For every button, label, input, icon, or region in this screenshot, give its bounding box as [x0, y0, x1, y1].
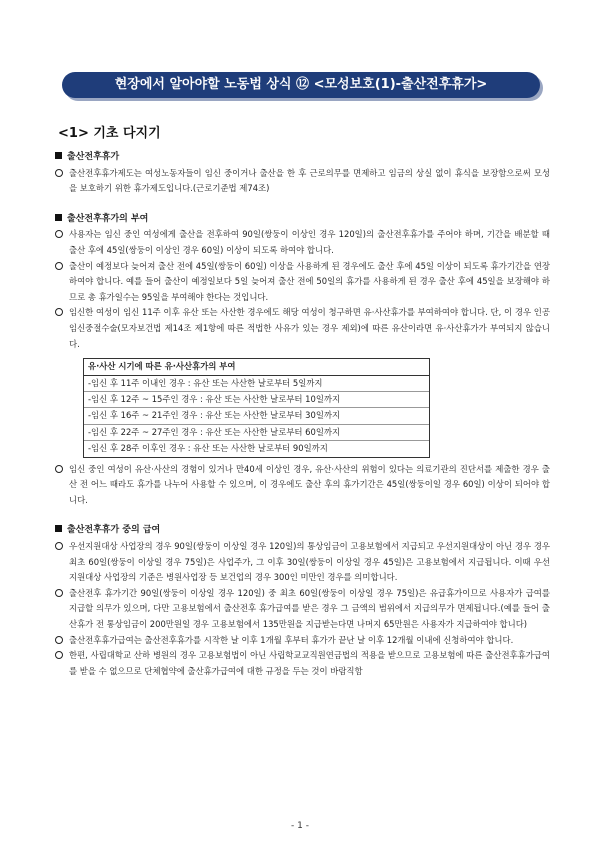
list-item: 출산전후휴가제도는 여성노동자들이 임신 중이거나 출산을 한 후 근로의무를 면제하고 임금의 상실 없이 휴식을 보장함으로써 모성을 보호하기 위한 휴가제도입니다.(근로기준법 제74조): [55, 166, 550, 197]
section-subtitle: <1> 기초 다지기: [58, 126, 161, 141]
table-row: -임신 후 28주 이후인 경우 : 유산 또는 사산한 날로부터 90일까지: [88, 443, 328, 454]
list-item: 출산전후휴가급여는 출산전후휴가를 시작한 날 이후 1개월 후부터 휴가가 끝난 날 이후 12개월 이내에 신청하여야 합니다.: [55, 633, 550, 649]
circle-bullet-icon: [55, 465, 63, 473]
circle-bullet-icon: [55, 589, 63, 597]
section-title-leave-pay: 출산전후휴가 중의 급여: [55, 523, 550, 539]
list-item: 우선지원대상 사업장의 경우 90일(쌍둥이 이상일 경우 120일)의 통상임금이 고용보험에서 지급되고 우선지원대상이 아닌 경우 경우 최초 60일(쌍둥이 이상일 경우 75일)은 사업주가, 그 이후 30일(쌍둥이 이상일 경우 45일)은 고용보험에서 지급됩니다. 이때 우선지원대상 사업장의 기준은 병원사업장 등 보건업의 경우 300인 미만인 경우를 의미합니다.: [55, 539, 550, 586]
circle-bullet-icon: [55, 308, 63, 316]
list-item: 출산이 예정보다 늦어져 출산 전에 45일(쌍둥이 60일) 이상을 사용하게 된 경우에도 출산 후에 45일 이상이 되도록 휴가기간을 연장하여야 합니다. 예를 들어 출산이 예정일보다 5일 늦어져 출산 전에 50일의 휴가를 사용하게 된 경우 출산 후에 45일을 보장해야 하므로 총 휴가일수는 95일을 부여해야 한다는 것입니다.: [55, 259, 550, 306]
list-item: 출산전후 휴가기간 90일(쌍둥이 이상일 경우 120일) 중 최초 60일(쌍둥이 이상일 경우 75일)은 유급휴가이므로 사용자가 급여를 지급할 의무가 있으며, 다만 고용보험에서 출산전후 휴가급여를 받은 경우 그 금액의 범위에서 지급의무가 면제됩니다.(예를 들어 출산휴가 전 통상임금이 200만원일 경우 고용보험에서 135만원을 지급받는다면 나머지 65만원은 사용자가 지급하여야 합니다): [55, 586, 550, 633]
list-item: 임신한 여성이 임신 11주 이후 유산 또는 사산한 경우에도 해당 여성이 청구하면 유·사산휴가를 부여하여야 합니다. 단, 이 경우 인공 임신중절수술(모자보건법 제14조 제1항에 따른 적법한 사유가 있는 경우 제외)에 따른 유산이라면 유·사산휴가가 부여되지 않습니다.: [55, 305, 550, 352]
miscarriage-leave-table: [83, 358, 430, 457]
circle-bullet-icon: [55, 169, 63, 177]
table-row: -임신 후 11주 이내인 경우 : 유산 또는 사산한 날로부터 5일까지: [84, 376, 429, 392]
document-body: [55, 150, 550, 679]
page-number: - 1 -: [291, 821, 309, 831]
table-row: -임신 후 16주 ~ 21주인 경우 : 유산 또는 사산한 날로부터 30일까지: [84, 408, 429, 424]
table-title: 유·사산 시기에 따른 유·사산휴가의 부여: [84, 359, 429, 375]
circle-bullet-icon: [55, 542, 63, 550]
square-bullet-icon: [55, 525, 62, 532]
list-item: 임신 중인 여성이 유산·사산의 경험이 있거나 만40세 이상인 경우, 유산·사산의 위험이 있다는 의료기관의 진단서를 제출한 경우 출산 전 어느 때라도 휴가를 나누어 사용할 수 있으며, 이 경우에도 출산 후의 휴가기간은 45일(쌍둥이일 경우 60일) 이상이 되어야 합니다.: [55, 462, 550, 509]
circle-bullet-icon: [55, 262, 63, 270]
list-item: 사용자는 임신 중인 여성에게 출산을 전후하여 90일(쌍둥이 이상인 경우 120일)의 출산전후휴가를 주어야 하며, 기간을 배분할 때 출산 후에 45일(쌍둥이 이상인 경우 60일) 이상이 되도록 하여야 합니다.: [55, 227, 550, 258]
section-title-maternity-leave: 출산전후휴가: [55, 150, 550, 166]
square-bullet-icon: [55, 214, 62, 221]
list-item: 한편, 사립대학교 산하 병원의 경우 고용보험법이 아닌 사립학교교직원연금법의 적용을 받으므로 고용보험에 따른 출산전후휴가급여를 받을 수 없으므로 단체협약에 출산휴가급여에 대한 규정을 두는 것이 바람직함: [55, 648, 550, 679]
circle-bullet-icon: [55, 230, 63, 238]
table-row: -임신 후 12주 ~ 15주인 경우 : 유산 또는 사산한 날로부터 10일까지: [84, 392, 429, 408]
circle-bullet-icon: [55, 636, 63, 644]
section-title-leave-grant: 출산전후휴가의 부여: [55, 212, 550, 228]
square-bullet-icon: [55, 152, 62, 159]
circle-bullet-icon: [55, 651, 63, 659]
title-banner: 현장에서 알아야할 노동법 상식 ⑫ <모성보호(1)-출산전후휴가>: [62, 72, 540, 98]
table-row: -임신 후 22주 ~ 27주인 경우 : 유산 또는 사산한 날로부터 60일까지: [84, 425, 429, 441]
